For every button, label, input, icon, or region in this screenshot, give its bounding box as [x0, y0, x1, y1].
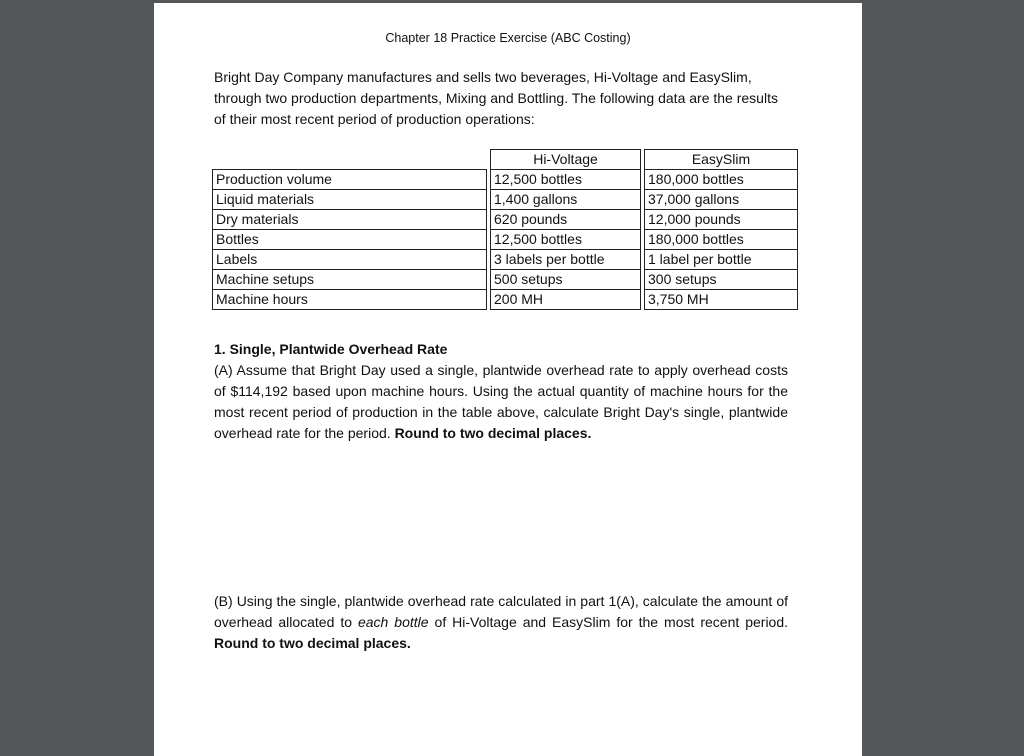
row-label: Machine setups [213, 270, 487, 290]
easyslim-value: 12,000 pounds [645, 210, 798, 230]
row-label: Bottles [213, 230, 487, 250]
table-row [213, 230, 798, 250]
header-easyslim: EasySlim [645, 150, 798, 170]
easyslim-value: 1 label per bottle [645, 250, 798, 270]
question-1b-italic: each bottle [357, 614, 429, 630]
hi-voltage-value: 3 labels per bottle [491, 250, 641, 270]
easyslim-value: 300 setups [645, 270, 798, 290]
header-hi-voltage: Hi-Voltage [491, 150, 641, 170]
hi-voltage-value: 1,400 gallons [491, 190, 641, 210]
row-label: Machine hours [213, 290, 487, 310]
question-1b-rounding-note: Round to two decimal places. [214, 635, 411, 651]
row-label: Production volume [213, 170, 487, 190]
easyslim-value: 37,000 gallons [645, 190, 798, 210]
section-1-heading: 1. Single, Plantwide Overhead Rate [214, 341, 448, 357]
hi-voltage-value: 12,500 bottles [491, 230, 641, 250]
question-1b [214, 591, 788, 654]
table-row [213, 290, 798, 310]
table-header-empty [213, 150, 487, 170]
question-1a-text: (A) Assume that Bright Day used a single, plantwide overhead rate to apply overhead costs of $114,192 based upon machine hours. Using the actual quantity of machine hours for the most recent period of production in the table above, calculate Bright Day's single, plantwide overhead rate for the period. [214, 362, 788, 441]
row-label: Liquid materials [213, 190, 487, 210]
document-title: Chapter 18 Practice Exercise (ABC Costing) [385, 31, 631, 45]
question-1b-text-after: of Hi-Voltage and EasySlim for the most recent period. [434, 614, 789, 630]
table-row [213, 190, 798, 210]
hi-voltage-value: 12,500 bottles [491, 170, 641, 190]
easyslim-value: 180,000 bottles [645, 230, 798, 250]
question-1a [214, 360, 788, 444]
question-1a-rounding-note: Round to two decimal places. [394, 425, 592, 441]
easyslim-value: 3,750 MH [645, 290, 798, 310]
production-data-table [212, 149, 798, 310]
table-row [213, 270, 798, 290]
hi-voltage-value: 200 MH [491, 290, 641, 310]
hi-voltage-value: 620 pounds [491, 210, 641, 230]
easyslim-value: 180,000 bottles [645, 170, 798, 190]
document-page [154, 3, 862, 756]
table-row [213, 250, 798, 270]
table-row [213, 210, 798, 230]
hi-voltage-value: 500 setups [491, 270, 641, 290]
row-label: Labels [213, 250, 487, 270]
intro-paragraph: Bright Day Company manufactures and sells two beverages, Hi-Voltage and EasySlim, through two production departments, Mixing and Bottling. The following data are the results of their most recent period of production operations: [214, 69, 778, 127]
table-header-row [213, 150, 798, 170]
table-row [213, 170, 798, 190]
row-label: Dry materials [213, 210, 487, 230]
question-1b-text-before: (B) Using the single, plantwide overhead rate calculated in part 1(A), calculate the amount of overhead allocated to [214, 593, 788, 630]
